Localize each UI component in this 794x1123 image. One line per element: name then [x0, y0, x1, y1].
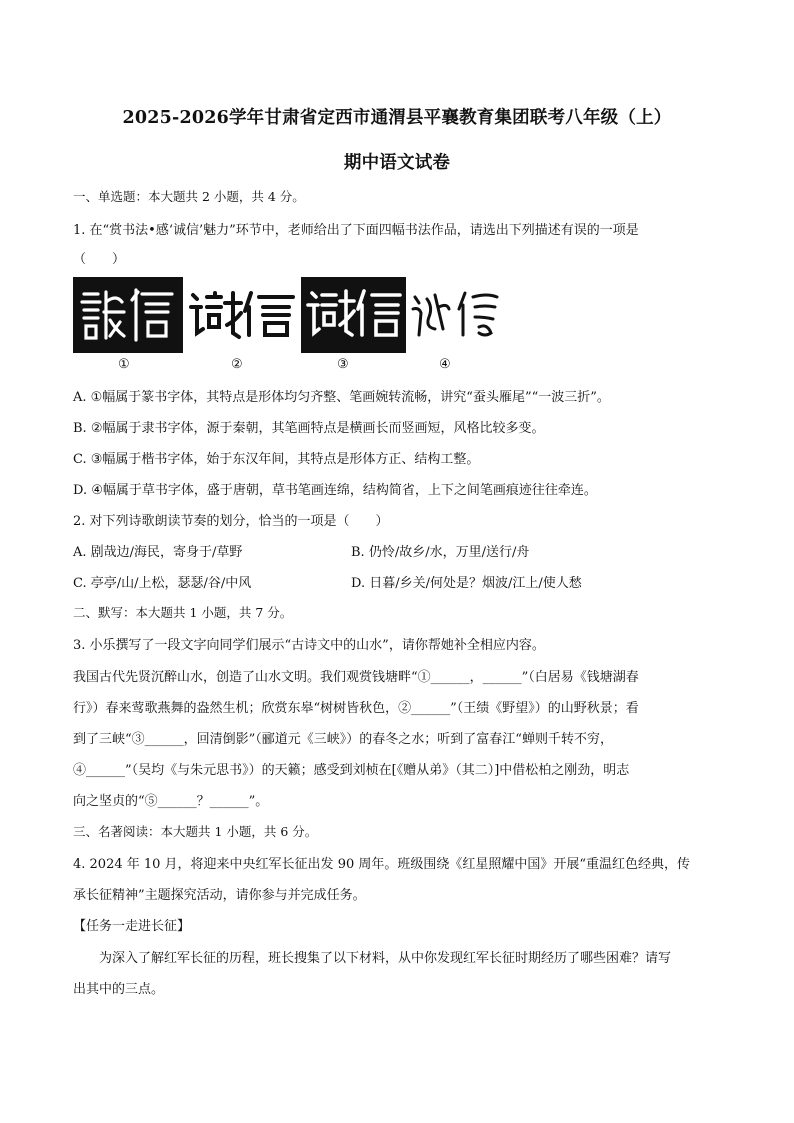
- q3-line: 到了三峡“③______，回清倒影”（郦道元《三峡》）的春冬之水；听到了富春江“蝉则千转不穷，: [73, 732, 613, 747]
- task1-line: 出其中的三点。: [73, 982, 165, 997]
- section-heading-1: 一、单选题：本大题共 2 小题，共 4 分。: [73, 189, 305, 204]
- calligraphy-label-3: ③: [337, 357, 349, 372]
- q2-option-b: B. 仍怜/故乡/水，万里/送行/舟: [351, 545, 530, 560]
- q1-option-c: C. ③幅属于楷书字体，始于东汉年间，其特点是形体方正、结构工整。: [73, 452, 480, 467]
- calligraphy-label-1: ①: [118, 357, 130, 372]
- calligraphy-cursive-image: [408, 277, 504, 353]
- q3-line: 3. 小乐撰写了一段文字向同学们展示“古诗文中的山水”，请你帮她补全相应内容。: [73, 638, 545, 653]
- q3-line: ④______”（吴均《与朱元思书》）的天籁；感受到刘桢在[《赠从弟》（其二）]中借松柏之刚劲，明志: [73, 763, 630, 778]
- calligraphy-label-2: ②: [231, 357, 243, 372]
- task1-title: 【任务一走进长征】: [73, 919, 191, 934]
- q2-option-d: D. 日暮/乡关/何处是？烟波/江上/使人愁: [351, 576, 582, 591]
- q1-option-b: B. ②幅属于隶书字体，源于秦朝，其笔画特点是横画长而竖画短，风格比较多变。: [73, 421, 545, 436]
- q3-line: 我国古代先贤沉醉山水，创造了山水文明。我们观赏钱塘畔“①______，______”（白居易《钱塘湖春: [73, 670, 639, 685]
- task1-line: 为深入了解红军长征的历程，班长搜集了以下材料，从中你发现红军长征时期经历了哪些困难？请写: [99, 951, 672, 966]
- calligraphy-clerical-image: [185, 277, 301, 353]
- q1-stem: 1. 在“赏书法•感‘诚信’魅力”环节中，老师给出了下面四幅书法作品，请选出下列描述有误的一项是: [73, 223, 639, 238]
- calligraphy-regular-image: [301, 277, 406, 353]
- calligraphy-label-4: ④: [439, 357, 451, 372]
- q4-line: 承长征精神”主题探究活动，请你参与并完成任务。: [73, 888, 366, 903]
- q1-paren: （ ）: [73, 252, 126, 267]
- calligraphy-images: [73, 277, 503, 353]
- q2-stem: 2. 对下列诗歌朗读节奏的划分，恰当的一项是（ ）: [73, 514, 389, 529]
- q3-line: 行》）春来莺歌燕舞的盎然生机；欣赏东皋“树树皆秋色，②______”（王绩《野望》）的山野秋景；看: [73, 701, 639, 716]
- q4-line: 4. 2024 年 10 月，将迎来中央红军长征出发 90 周年。班级围绕《红星照耀中国》开展“重温红色经典，传: [73, 857, 691, 872]
- q2-option-c: C. 亭亭/山/上松，瑟瑟/谷/中风: [73, 576, 252, 591]
- section-heading-2: 二、默写：本大题共 1 小题，共 7 分。: [73, 605, 293, 620]
- calligraphy-seal-image: [73, 277, 183, 353]
- q2-option-a: A. 剧哉边/海民，寄身于/草野: [73, 545, 243, 560]
- q1-option-d: D. ④幅属于草书字体，盛于唐朝，草书笔画连绵，结构简省，上下之间笔画痕迹往往牵连。: [73, 483, 597, 498]
- exam-title-line1: 2025-2026学年甘肃省定西市通渭县平襄教育集团联考八年级（上）: [122, 108, 672, 128]
- exam-title-line2: 期中语文试卷: [343, 153, 451, 173]
- section-heading-3: 三、名著阅读：本大题共 1 小题，共 6 分。: [73, 824, 318, 839]
- q3-line: 向之坚贞的“⑤______？______”。: [73, 794, 269, 809]
- q1-option-a: A. ①幅属于篆书字体，其特点是形体均匀齐整、笔画婉转流畅，讲究“蚕头雁尾”“一波三折”。: [73, 390, 610, 405]
